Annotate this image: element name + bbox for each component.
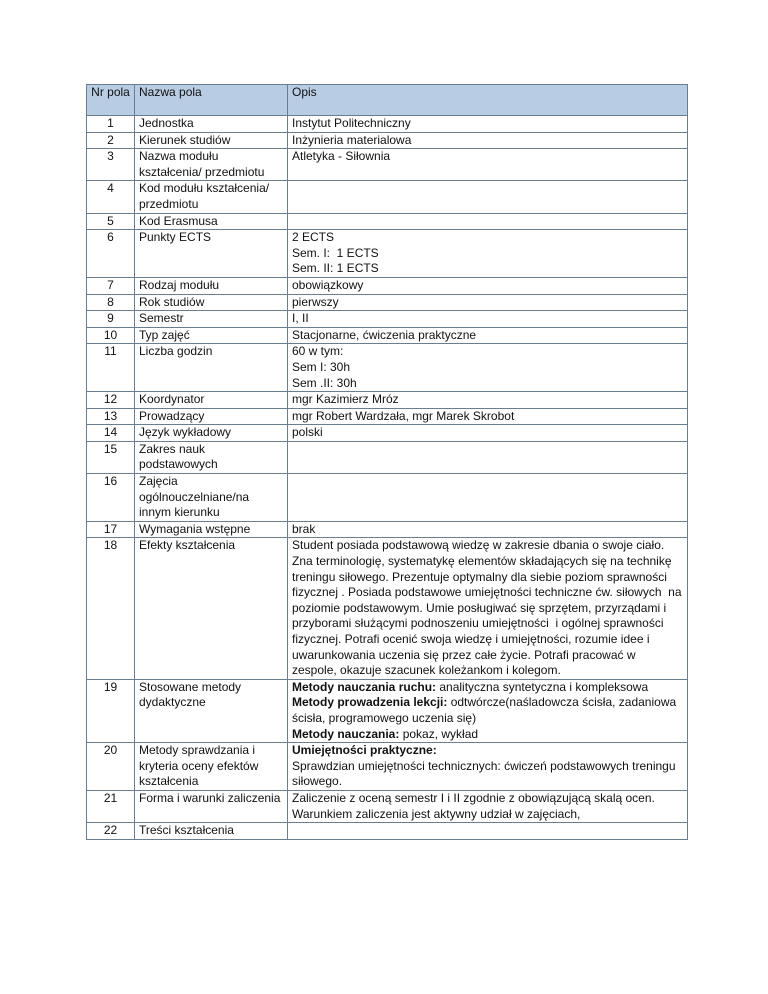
field-description — [288, 425, 688, 442]
field-description — [288, 149, 688, 181]
description-line: obowiązkowy — [292, 277, 364, 292]
field-name: Zakres nauk podstawowych — [135, 441, 288, 473]
field-number: 20 — [87, 743, 135, 791]
field-name: Punkty ECTS — [135, 230, 288, 278]
field-number: 10 — [87, 327, 135, 344]
field-description — [288, 277, 688, 294]
header-name: Nazwa pola — [135, 85, 288, 116]
field-name: Rodzaj modułu — [135, 277, 288, 294]
table-row — [87, 327, 688, 344]
field-description — [288, 230, 688, 278]
field-description — [288, 213, 688, 230]
description-line: polski — [292, 425, 323, 440]
field-name: Kierunek studiów — [135, 132, 288, 149]
table-row — [87, 294, 688, 311]
field-name: Stosowane metody dydaktyczne — [135, 679, 288, 742]
table-row — [87, 132, 688, 149]
description-line: pierwszy — [292, 294, 339, 309]
field-description — [288, 327, 688, 344]
description-line — [292, 695, 683, 726]
field-description — [288, 790, 688, 822]
field-name: Liczba godzin — [135, 344, 288, 392]
description-line: 60 w tym: — [292, 344, 344, 359]
table-row — [87, 474, 688, 522]
field-number: 22 — [87, 823, 135, 840]
module-description-table — [86, 84, 688, 840]
field-name: Wymagania wstępne — [135, 521, 288, 538]
description-line: Atletyka - Siłownia — [292, 149, 391, 164]
field-description — [288, 132, 688, 149]
description-line: 2 ECTS — [292, 230, 335, 245]
field-number: 7 — [87, 277, 135, 294]
table-row — [87, 441, 688, 473]
table-row — [87, 425, 688, 442]
field-name: Metody sprawdzania i kryteria oceny efektów kształcenia — [135, 743, 288, 791]
field-name: Typ zajęć — [135, 327, 288, 344]
field-number: 14 — [87, 425, 135, 442]
table-row — [87, 116, 688, 133]
description-line — [292, 743, 683, 759]
field-number: 12 — [87, 392, 135, 409]
description-line — [292, 727, 683, 743]
description-bold-label: Metody prowadzenia lekcji: — [292, 695, 448, 710]
field-name: Semestr — [135, 311, 288, 328]
field-number: 18 — [87, 538, 135, 679]
table-row — [87, 823, 688, 840]
field-number: 16 — [87, 474, 135, 522]
field-description — [288, 294, 688, 311]
field-description — [288, 521, 688, 538]
field-description — [288, 679, 688, 742]
table-row — [87, 521, 688, 538]
field-description — [288, 408, 688, 425]
table-row — [87, 392, 688, 409]
field-name: Treści kształcenia — [135, 823, 288, 840]
table-row — [87, 181, 688, 213]
description-bold-label: Metody nauczania ruchu: — [292, 679, 437, 694]
description-line: Sem. I: 1 ECTS — [292, 245, 379, 260]
description-line: Zaliczenie z oceną semestr I i II zgodnie z obowiązującą skalą ocen. Warunkiem zaliczenia jest aktywny udział w zajęciach, — [292, 790, 659, 821]
table-row — [87, 679, 688, 742]
field-number: 5 — [87, 213, 135, 230]
field-number: 19 — [87, 679, 135, 742]
field-name: Forma i warunki zaliczenia — [135, 790, 288, 822]
field-name: Rok studiów — [135, 294, 288, 311]
description-line: Stacjonarne, ćwiczenia praktyczne — [292, 327, 477, 342]
table-row — [87, 790, 688, 822]
description-line: Sem. II: 1 ECTS — [292, 261, 379, 276]
field-number: 4 — [87, 181, 135, 213]
description-line: Instytut Politechniczny — [292, 116, 411, 130]
field-number: 9 — [87, 311, 135, 328]
description-bold-label: Metody nauczania: — [292, 726, 400, 741]
field-name: Nazwa modułu kształcenia/ przedmiotu — [135, 149, 288, 181]
field-number: 2 — [87, 132, 135, 149]
field-name: Kod Erasmusa — [135, 213, 288, 230]
field-description — [288, 743, 688, 791]
description-line: Inżynieria materialowa — [292, 132, 412, 147]
table-row — [87, 213, 688, 230]
table-header-row — [87, 85, 688, 116]
field-description — [288, 311, 688, 328]
table-row — [87, 149, 688, 181]
description-line: Sem .II: 30h — [292, 375, 357, 390]
field-description — [288, 823, 688, 840]
table-row — [87, 230, 688, 278]
field-name: Prowadzący — [135, 408, 288, 425]
field-number: 15 — [87, 441, 135, 473]
description-line — [292, 759, 683, 790]
description-text: odtwórcze(naśladowcza ścisła, zadaniowa ścisła, programowego uczenia się) — [292, 695, 680, 725]
field-number: 21 — [87, 790, 135, 822]
field-number: 3 — [87, 149, 135, 181]
description-line: mgr Robert Wardzała, mgr Marek Skrobot — [292, 408, 515, 423]
field-number: 13 — [87, 408, 135, 425]
field-name: Język wykładowy — [135, 425, 288, 442]
field-name: Zajęcia ogólnouczelniane/na innym kierunku — [135, 474, 288, 522]
table-row — [87, 538, 688, 679]
header-desc: Opis — [288, 85, 688, 116]
description-line: brak — [292, 521, 316, 536]
field-number: 11 — [87, 344, 135, 392]
table-row — [87, 344, 688, 392]
description-line: Sem I: 30h — [292, 359, 351, 374]
description-line: I, II — [292, 311, 309, 326]
table-row — [87, 743, 688, 791]
description-text: Sprawdzian umiejętności technicznych: ćwiczeń podstawowych treningu siłowego. — [292, 758, 679, 789]
table-row — [87, 277, 688, 294]
description-line: Student posiada podstawową wiedzę w zakresie dbania o swoje ciało. Zna terminologię, systematykę elementów składających się na technikę treningu siłowego. Prezentuje optymalny dla siebie poziom sprawności fizycznej . Posiada podstawowe umiejętności techniczne ćw. siłowych na poziomie podstawowym. Umie posługiwać się sprzętem, przyrządami i przyborami służącymi podnoszeniu umiejętności i ogólnej sprawności fizycznej. Potrafi ocenić swoja wiedzę i umiejętności, rozumie idee i uwarunkowania uczenia się przez całe życie. Potrafi pracować w zespole, okazuje szacunek koleżankom i kolegom. — [292, 538, 685, 678]
field-number: 1 — [87, 116, 135, 133]
field-description — [288, 538, 688, 679]
field-description — [288, 441, 688, 473]
field-number: 8 — [87, 294, 135, 311]
field-name: Kod modułu kształcenia/ przedmiotu — [135, 181, 288, 213]
header-nr: Nr pola — [87, 85, 135, 116]
table-row — [87, 311, 688, 328]
description-line: mgr Kazimierz Mróz — [292, 392, 399, 407]
field-description — [288, 392, 688, 409]
field-description — [288, 344, 688, 392]
description-bold-label: Umiejętności praktyczne: — [292, 743, 437, 758]
description-line — [292, 680, 683, 696]
field-name: Jednostka — [135, 116, 288, 133]
table-row — [87, 408, 688, 425]
description-text: pokaz, wykład — [399, 726, 479, 741]
field-number: 17 — [87, 521, 135, 538]
field-description — [288, 474, 688, 522]
field-number: 6 — [87, 230, 135, 278]
field-description — [288, 116, 688, 133]
description-text: analityczna syntetyczna i kompleksowa — [436, 679, 649, 694]
field-name: Efekty kształcenia — [135, 538, 288, 679]
field-description — [288, 181, 688, 213]
field-name: Koordynator — [135, 392, 288, 409]
